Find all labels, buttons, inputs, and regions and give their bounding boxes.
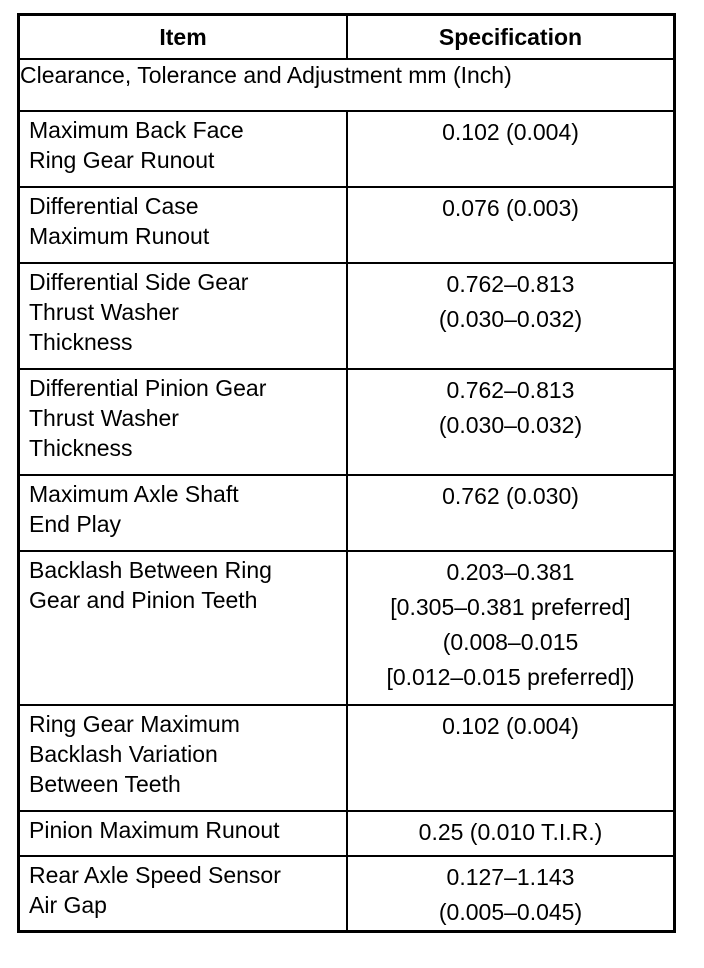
header-row bbox=[19, 15, 675, 60]
spec-text: 0.762–0.813 bbox=[446, 271, 575, 297]
item-text: Backlash Between Ring bbox=[29, 557, 272, 583]
spec-text: 0.102 (0.004) bbox=[442, 713, 579, 739]
header-specification: Specification bbox=[347, 15, 674, 60]
table-row bbox=[19, 856, 675, 932]
spec-cell bbox=[347, 811, 674, 856]
item-text: Air Gap bbox=[29, 892, 107, 918]
spec-cell bbox=[347, 705, 674, 811]
item-cell bbox=[19, 705, 348, 811]
item-text: Between Teeth bbox=[29, 771, 181, 797]
item-text: Thrust Washer bbox=[29, 405, 179, 431]
item-cell bbox=[19, 111, 348, 187]
spec-cell bbox=[347, 111, 674, 187]
table-row bbox=[19, 551, 675, 705]
spec-text: 0.127–1.143 bbox=[446, 864, 575, 890]
header-item: Item bbox=[19, 15, 348, 60]
item-text: Thrust Washer bbox=[29, 299, 179, 325]
spec-text: [0.012–0.015 preferred]) bbox=[386, 664, 635, 690]
item-text: Maximum Runout bbox=[29, 223, 210, 249]
spec-text: (0.030–0.032) bbox=[438, 412, 583, 438]
spec-cell bbox=[347, 263, 674, 369]
table-row bbox=[19, 705, 675, 811]
table-row bbox=[19, 111, 675, 187]
item-text: Ring Gear Maximum bbox=[29, 711, 240, 737]
spec-text: (0.030–0.032) bbox=[438, 306, 583, 332]
table-row bbox=[19, 187, 675, 263]
table-row bbox=[19, 811, 675, 856]
item-text: Thickness bbox=[29, 435, 133, 461]
item-text: Backlash Variation bbox=[29, 741, 218, 767]
item-text: Ring Gear Runout bbox=[29, 147, 215, 173]
spec-text: (0.005–0.045) bbox=[438, 899, 583, 925]
spec-cell bbox=[347, 187, 674, 263]
item-text: Pinion Maximum Runout bbox=[29, 817, 280, 843]
item-text: Rear Axle Speed Sensor bbox=[29, 862, 281, 888]
item-text: Thickness bbox=[29, 329, 133, 355]
item-text: End Play bbox=[29, 511, 122, 537]
item-text: Differential Side Gear bbox=[29, 269, 249, 295]
table-row bbox=[19, 263, 675, 369]
item-text: Gear and Pinion Teeth bbox=[29, 587, 258, 613]
item-cell bbox=[19, 811, 348, 856]
spec-text: 0.102 (0.004) bbox=[442, 119, 579, 145]
spec-cell bbox=[347, 856, 674, 932]
section-title: Clearance, Tolerance and Adjustment mm (Inch) bbox=[19, 59, 675, 111]
spec-text: 0.076 (0.003) bbox=[442, 195, 579, 221]
item-cell bbox=[19, 187, 348, 263]
item-cell bbox=[19, 856, 348, 932]
spec-text: 0.25 (0.010 T.I.R.) bbox=[418, 819, 603, 845]
item-text: Maximum Axle Shaft bbox=[29, 481, 239, 507]
specification-table bbox=[17, 13, 676, 933]
spec-cell bbox=[347, 369, 674, 475]
spec-cell bbox=[347, 475, 674, 551]
spec-cell bbox=[347, 551, 674, 705]
item-cell bbox=[19, 369, 348, 475]
section-row bbox=[19, 59, 675, 111]
table-row bbox=[19, 369, 675, 475]
spec-text: 0.203–0.381 bbox=[446, 559, 575, 585]
item-text: Differential Pinion Gear bbox=[29, 375, 267, 401]
spec-text: 0.762–0.813 bbox=[446, 377, 575, 403]
table-row bbox=[19, 475, 675, 551]
item-text: Differential Case bbox=[29, 193, 199, 219]
item-text: Maximum Back Face bbox=[29, 117, 244, 143]
spec-text: [0.305–0.381 preferred] bbox=[390, 594, 631, 620]
spec-text: 0.762 (0.030) bbox=[442, 483, 579, 509]
item-cell bbox=[19, 263, 348, 369]
item-cell bbox=[19, 475, 348, 551]
item-cell bbox=[19, 551, 348, 705]
spec-text: (0.008–0.015 bbox=[442, 629, 579, 655]
